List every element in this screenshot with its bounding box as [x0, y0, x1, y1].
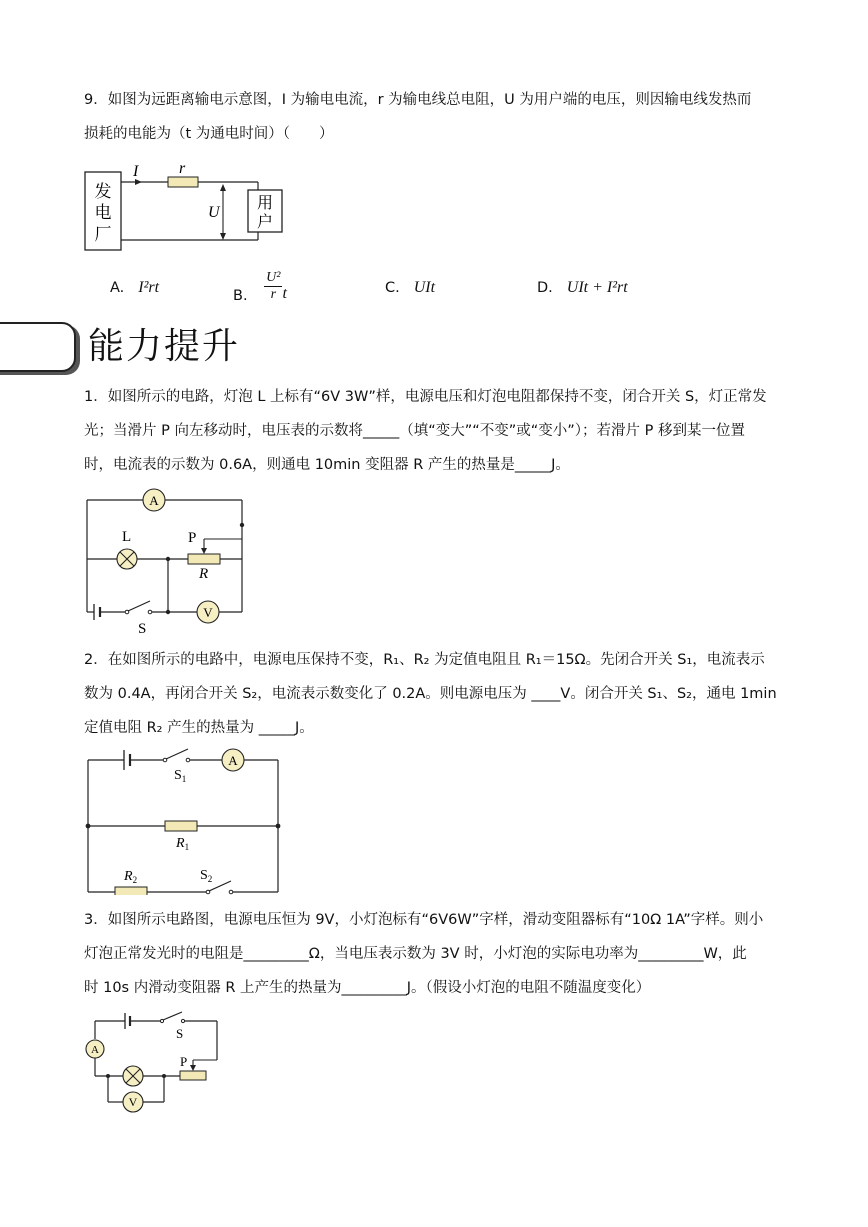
option-d — [537, 279, 628, 297]
voltmeter-label: V — [203, 605, 213, 620]
slider-arrow — [190, 1065, 196, 1071]
resistor-r2-label: $R_2$ — [124, 869, 138, 885]
option-a-expr: I²rt — [138, 279, 160, 296]
problem-3-line-1: 3．如图所示电路图，电源电压恒为 9V，小灯泡标有“6V6W”字样，滑动变阻器标有“10Ω 1A”字样。则小 — [84, 912, 764, 928]
problem-3 — [84, 903, 784, 1005]
question-9-line-2: 损耗的电能为（t 为通电时间）（ ） — [84, 126, 334, 142]
line-resistor — [168, 177, 198, 187]
user-char-2: 户 — [256, 214, 274, 231]
resistor-r1-label: $R_1$ — [176, 836, 190, 852]
plant-char-1: 发 — [94, 182, 112, 201]
slider-label: P — [180, 1054, 188, 1069]
problem-2-line-2: 数为 0.4A，再闭合开关 S₂，电流表示数变化了 0.2A。则电源电压为 ____V。闭合开关 S₁、S₂，通电 1min — [84, 686, 777, 702]
voltmeter-label: V — [128, 1095, 138, 1109]
rheostat — [180, 1071, 206, 1080]
section-header-tab — [0, 322, 76, 372]
problem-3-line-2: 灯泡正常发光时的电阻是_________Ω，当电压表示数为 3V 时，小灯泡的实际电功率为_________W，此 — [84, 946, 747, 962]
circuit-diagram-2 — [80, 743, 290, 895]
plant-char-2: 电 — [94, 203, 112, 222]
transmission-diagram — [80, 160, 300, 260]
switch-s1-label: $S_1$ — [174, 768, 187, 784]
problem-1-line-1: 1．如图所示的电路，灯泡 L 上标有“6V 3W”样，电源电压和灯泡电阻都保持不变，闭合开关 S，灯正常发 — [84, 389, 767, 405]
plant-char-3: 厂 — [94, 225, 112, 244]
switch-label: S — [176, 1026, 184, 1041]
problem-1 — [84, 380, 784, 482]
problem-1-line-2: 光；当滑片 P 向左移动时，电压表的示数将_____（填“变大”“不变”或“变小”）；若滑片 P 移到某一位置 — [84, 423, 745, 439]
option-b-fraction — [264, 270, 282, 303]
voltage-label: U — [208, 204, 220, 221]
option-b — [233, 270, 287, 303]
switch-label: S — [138, 621, 147, 635]
option-b-numerator: U² — [266, 270, 281, 285]
problem-1-line-3: 时，电流表的示数为 0.6A，则通电 10min 变阻器 R 产生的热量是_____J。 — [84, 457, 570, 473]
user-char-1: 用 — [256, 195, 274, 212]
circuit-diagram-3 — [80, 1007, 240, 1117]
option-c — [385, 279, 435, 297]
rheostat-label: R — [199, 566, 209, 582]
ammeter-label: A — [228, 753, 238, 768]
option-a — [110, 279, 159, 297]
resistor-r1 — [165, 821, 197, 831]
option-c-label: C. — [385, 280, 400, 296]
option-d-label: D. — [537, 280, 553, 296]
problem-2-line-1: 2．在如图所示的电路中，电源电压保持不变，R₁、R₂ 为定值电阻且 R₁＝15Ω。先闭合开关 S₁，电流表示 — [84, 652, 765, 668]
option-c-expr: UIt — [413, 279, 436, 296]
lamp-label: L — [122, 529, 132, 545]
option-d-expr: UIt + I²rt — [566, 279, 628, 296]
ammeter-label: A — [149, 493, 159, 508]
switch-s2 — [209, 881, 231, 891]
circuit-diagram-1 — [80, 485, 260, 635]
switch-s1 — [166, 749, 188, 759]
rheostat-r — [188, 554, 220, 564]
slider-label: P — [188, 530, 197, 546]
resistor-r2 — [115, 887, 147, 895]
question-9-line-1: 9．如图为远距离输电示意图，I 为输电电流，r 为输电线总电阻，U 为用户端的电压，则因输电线发热而 — [84, 92, 752, 108]
option-b-denominator: r — [270, 287, 277, 302]
problem-3-line-3: 时 10s 内滑动变阻器 R 上产生的热量为_________J。（假设小灯泡的电阻不随温度变化） — [84, 980, 651, 996]
section-title: 能力提升 — [88, 326, 241, 367]
resistance-label: r — [179, 160, 186, 177]
switch-s — [163, 1012, 182, 1020]
option-a-label: A. — [110, 280, 125, 296]
question-9 — [84, 83, 784, 151]
option-b-t: t — [282, 284, 287, 302]
switch-s2-label: $S_2$ — [200, 868, 213, 884]
switch-s — [128, 601, 150, 611]
slider-arrow — [201, 548, 207, 554]
option-b-label: B. — [233, 287, 248, 304]
current-label: I — [133, 163, 139, 180]
problem-2 — [84, 643, 784, 745]
problem-2-line-3: 定值电阻 R₂ 产生的热量为 _____J。 — [84, 720, 314, 736]
ammeter-label: A — [91, 1044, 99, 1056]
